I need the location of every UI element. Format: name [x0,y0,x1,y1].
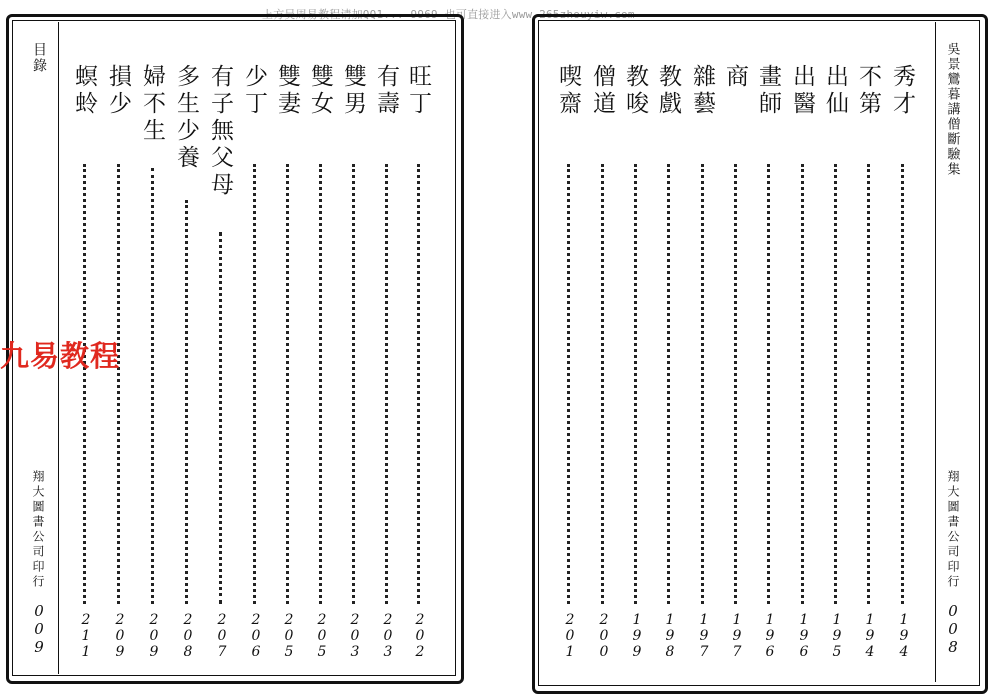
toc-entry-page: 197 [729,612,745,660]
toc-entry-title: 損少 [105,64,131,118]
toc-leader-dots [185,200,188,604]
toc-leader-dots [319,164,322,604]
toc-entry-title: 婦不生 [139,64,165,145]
toc-entry [888,64,916,664]
right-page-publisher: 翔大圖書公司印行 [946,470,960,590]
toc-entry-title: 出醫 [789,64,815,118]
toc-leader-dots [767,164,770,604]
toc-entry-title: 出仙 [822,64,848,118]
toc-leader-dots [286,164,289,604]
toc-entry-page: 195 [829,612,845,660]
toc-leader-dots [834,164,837,604]
toc-entry [621,64,649,664]
toc-entry-page: 205 [314,612,330,660]
watermark-text: 上方吴周易教程请加QQ1... 9969 也可直接进入www.265zhouyiw.com [262,8,635,21]
left-page-number: 009 [30,602,48,656]
toc-entry-page: 197 [696,612,712,660]
toc-leader-dots [901,164,904,604]
toc-entry-page: 203 [347,612,363,660]
toc-entry-page: 194 [896,612,912,660]
toc-entry-page: 205 [281,612,297,660]
toc-entry-page: 211 [78,612,94,660]
toc-leader-dots [701,164,704,604]
toc-entry-title: 雙男 [340,64,366,118]
toc-entry [688,64,716,664]
toc-entry-page: 207 [214,612,230,660]
left-page-publisher: 翔大圖書公司印行 [31,470,45,590]
toc-leader-dots [567,164,570,604]
toc-leader-dots [83,164,86,604]
toc-entry-title: 商 [722,64,748,91]
toc-leader-dots [253,164,256,604]
toc-entry-page: 196 [762,612,778,660]
toc-entry-title: 秀才 [889,64,915,118]
toc-leader-dots [801,164,804,604]
toc-entry [339,64,367,664]
toc-leader-dots [634,164,637,604]
toc-entry-page: 208 [180,612,196,660]
toc-entry-title: 教戲 [655,64,681,118]
toc-leader-dots [385,164,388,604]
toc-leader-dots [151,168,154,604]
toc-leader-dots [417,164,420,604]
toc-leader-dots [352,164,355,604]
toc-entry [754,64,782,664]
toc-leader-dots [219,232,222,604]
toc-entry [854,64,882,664]
toc-entry-title: 雙女 [307,64,333,118]
toc-entry-page: 201 [562,612,578,660]
toc-leader-dots [667,164,670,604]
toc-entry-title: 旺丁 [405,64,431,118]
toc-entry [273,64,301,664]
toc-entry [172,64,200,664]
toc-entry [306,64,334,664]
toc-entry-title: 教唆 [622,64,648,118]
toc-entry [138,64,166,664]
toc-entry [372,64,400,664]
toc-entry-title: 有壽 [373,64,399,118]
toc-entry-page: 209 [112,612,128,660]
toc-entry [206,64,234,664]
toc-entry-page: 206 [248,612,264,660]
toc-entry [588,64,616,664]
toc-entry-page: 209 [146,612,162,660]
right-page-margin-line [935,22,936,682]
toc-entry-title: 喫齋 [555,64,581,118]
toc-leader-dots [867,164,870,604]
brand-overlay-logo: 九易教程 [0,339,121,373]
toc-entry-title: 不第 [855,64,881,118]
toc-entry-title: 雜藝 [689,64,715,118]
right-page-side-title: 吳景鸞暮講僧斷驗集 [944,42,960,177]
toc-entry-title: 多生少養 [173,64,199,172]
toc-entry-title: 少丁 [241,64,267,118]
toc-entry [240,64,268,664]
toc-entry [821,64,849,664]
toc-entry-page: 194 [862,612,878,660]
toc-entry [788,64,816,664]
toc-entry-title: 雙妻 [274,64,300,118]
right-page-number: 008 [944,602,962,656]
toc-entry [721,64,749,664]
toc-entry-page: 196 [796,612,812,660]
toc-entry-title: 僧道 [589,64,615,118]
toc-leader-dots [117,164,120,604]
toc-entry-page: 199 [629,612,645,660]
toc-leader-dots [601,164,604,604]
toc-entry-page: 198 [662,612,678,660]
toc-entry-page: 203 [380,612,396,660]
toc-entry-page: 202 [412,612,428,660]
toc-entry-title: 畫師 [755,64,781,118]
toc-entry-title: 有子無父母 [207,64,233,199]
toc-entry [654,64,682,664]
left-page-side-title: 目錄 [31,42,47,74]
toc-entry-page: 200 [596,612,612,660]
toc-entry-title: 螟蛉 [71,64,97,118]
toc-leader-dots [734,164,737,604]
toc-entry [554,64,582,664]
toc-entry [404,64,432,664]
